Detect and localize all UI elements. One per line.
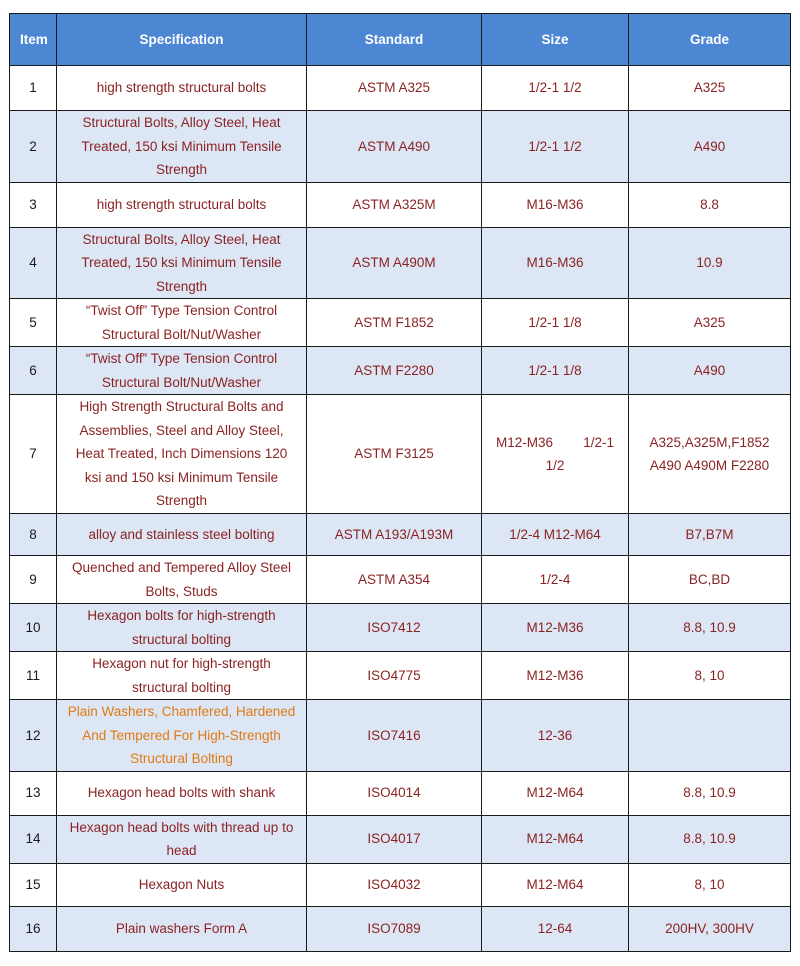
table-row: [10, 771, 791, 815]
cell-item: 13: [10, 771, 57, 815]
cell-item: 1: [10, 66, 57, 111]
cell-size: M16-M36: [482, 227, 629, 299]
table-row: [10, 299, 791, 347]
grade-line-1: A325,A325M,F1852: [649, 434, 770, 450]
cell-size: [482, 395, 629, 514]
cell-grade: [629, 700, 791, 772]
cell-specification: Hexagon head bolts with shank: [57, 771, 307, 815]
cell-item: 14: [10, 815, 57, 863]
cell-standard: ISO7412: [307, 604, 482, 652]
cell-specification: high strength structural bolts: [57, 182, 307, 227]
cell-item: 11: [10, 652, 57, 700]
cell-item: 7: [10, 395, 57, 514]
cell-grade: 10.9: [629, 227, 791, 299]
cell-standard: ISO7416: [307, 700, 482, 772]
cell-specification: “Twist Off” Type Tension Control Structural Bolt/Nut/Washer: [57, 299, 307, 347]
cell-size: 1/2-1 1/2: [482, 111, 629, 183]
table-row: [10, 815, 791, 863]
cell-grade: B7,B7M: [629, 514, 791, 556]
table-row: [10, 514, 791, 556]
cell-grade: 200HV, 300HV: [629, 906, 791, 951]
cell-item: 6: [10, 347, 57, 395]
table-row: [10, 227, 791, 299]
size-line-1: [492, 431, 618, 455]
cell-size: 1/2-4: [482, 556, 629, 604]
cell-item: 8: [10, 514, 57, 556]
cell-standard: ISO7089: [307, 906, 482, 951]
cell-specification: Hexagon head bolts with thread up to head: [57, 815, 307, 863]
cell-item: 4: [10, 227, 57, 299]
header-specification: Specification: [57, 14, 307, 66]
cell-grade: 8.8, 10.9: [629, 771, 791, 815]
cell-standard: ISO4014: [307, 771, 482, 815]
cell-item: 2: [10, 111, 57, 183]
cell-grade: A325: [629, 299, 791, 347]
cell-size: M12-M36: [482, 652, 629, 700]
cell-item: 16: [10, 906, 57, 951]
cell-specification: high strength structural bolts: [57, 66, 307, 111]
cell-size: M16-M36: [482, 182, 629, 227]
table-row: [10, 652, 791, 700]
cell-size: 12-36: [482, 700, 629, 772]
cell-item: 10: [10, 604, 57, 652]
cell-specification: alloy and stainless steel bolting: [57, 514, 307, 556]
cell-grade: [629, 395, 791, 514]
cell-standard: ASTM A490M: [307, 227, 482, 299]
cell-size: M12-M36: [482, 604, 629, 652]
cell-size: M12-M64: [482, 863, 629, 906]
table-row: [10, 111, 791, 183]
cell-specification: Structural Bolts, Alloy Steel, Heat Treated, 150 ksi Minimum Tensile Strength: [57, 111, 307, 183]
cell-specification: Plain washers Form A: [57, 906, 307, 951]
cell-standard: ASTM A354: [307, 556, 482, 604]
cell-item: 15: [10, 863, 57, 906]
cell-item: 3: [10, 182, 57, 227]
size-line-2: 1/2: [545, 458, 565, 473]
cell-grade: 8.8: [629, 182, 791, 227]
cell-size: 1/2-1 1/8: [482, 347, 629, 395]
table-row: [10, 182, 791, 227]
header-item: Item: [10, 14, 57, 66]
cell-size: 1/2-1 1/8: [482, 299, 629, 347]
cell-grade: 8, 10: [629, 652, 791, 700]
cell-size: 1/2-1 1/2: [482, 66, 629, 111]
grade-line-2: A490 A490M F2280: [649, 458, 770, 473]
cell-specification: Structural Bolts, Alloy Steel, Heat Treated, 150 ksi Minimum Tensile Strength: [57, 227, 307, 299]
table-row: [10, 347, 791, 395]
cell-grade: A490: [629, 347, 791, 395]
cell-specification: “Twist Off” Type Tension Control Structural Bolt/Nut/Washer: [57, 347, 307, 395]
cell-standard: ASTM A325M: [307, 182, 482, 227]
cell-item: 5: [10, 299, 57, 347]
cell-grade: BC,BD: [629, 556, 791, 604]
cell-size: 12-64: [482, 906, 629, 951]
cell-grade: 8, 10: [629, 863, 791, 906]
cell-standard: ASTM F1852: [307, 299, 482, 347]
cell-item: 12: [10, 700, 57, 772]
size-metric: M12-M36: [496, 434, 554, 450]
table-row: [10, 66, 791, 111]
cell-specification: Hexagon nut for high-strength structural bolting: [57, 652, 307, 700]
header-grade: Grade: [629, 14, 791, 66]
cell-grade: A325: [629, 66, 791, 111]
cell-grade: 8.8, 10.9: [629, 815, 791, 863]
table-row: [10, 700, 791, 772]
cell-grade: A490: [629, 111, 791, 183]
header-standard: Standard: [307, 14, 482, 66]
cell-size: 1/2-4 M12-M64: [482, 514, 629, 556]
size-multi: [492, 431, 618, 478]
cell-standard: ASTM A193/A193M: [307, 514, 482, 556]
cell-specification: Quenched and Tempered Alloy Steel Bolts, Studs: [57, 556, 307, 604]
cell-specification: Plain Washers, Chamfered, Hardened And Tempered For High-Strength Structural Bolting: [57, 700, 307, 772]
cell-specification: High Strength Structural Bolts and Assemblies, Steel and Alloy Steel, Heat Treated, Inch Dimensions 120 ksi and 150 ksi Minimum Tensile Strength: [57, 395, 307, 514]
cell-item: 9: [10, 556, 57, 604]
cell-standard: ASTM F3125: [307, 395, 482, 514]
cell-standard: ISO4775: [307, 652, 482, 700]
cell-specification: Hexagon bolts for high-strength structural bolting: [57, 604, 307, 652]
header-size: Size: [482, 14, 629, 66]
table-row: [10, 395, 791, 514]
table-row: [10, 906, 791, 951]
table-row: [10, 604, 791, 652]
header-row: [10, 14, 791, 66]
cell-standard: ASTM F2280: [307, 347, 482, 395]
size-inch: 1/2-1: [583, 434, 614, 450]
cell-size: M12-M64: [482, 815, 629, 863]
cell-grade: 8.8, 10.9: [629, 604, 791, 652]
specification-table: [9, 13, 791, 952]
cell-specification: Hexagon Nuts: [57, 863, 307, 906]
cell-standard: ASTM A490: [307, 111, 482, 183]
cell-size: M12-M64: [482, 771, 629, 815]
cell-standard: ISO4017: [307, 815, 482, 863]
table-row: [10, 863, 791, 906]
table-row: [10, 556, 791, 604]
cell-standard: ASTM A325: [307, 66, 482, 111]
cell-standard: ISO4032: [307, 863, 482, 906]
